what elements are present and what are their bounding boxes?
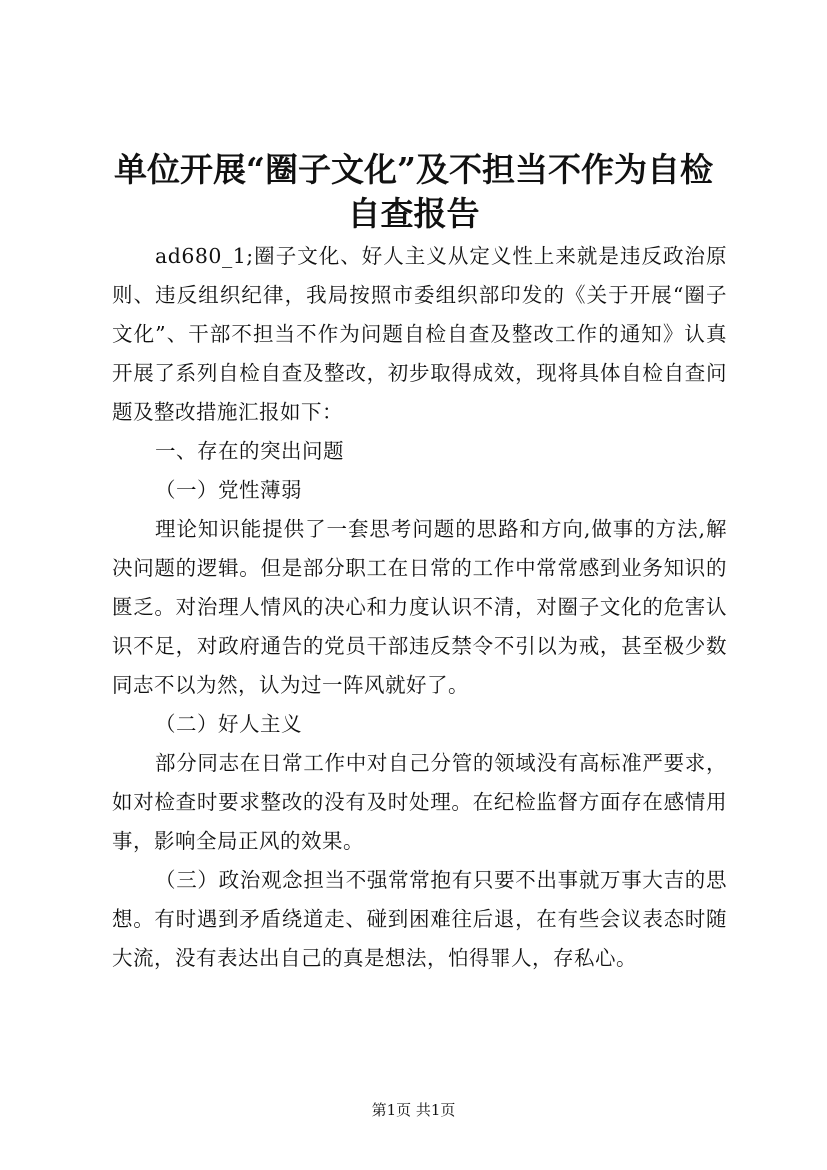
- subheading-party-spirit: （一）党性薄弱: [155, 478, 302, 502]
- document-body: [112, 237, 727, 978]
- subheading-nice-guy: （二）好人主义: [155, 712, 302, 736]
- paragraph-political-responsibility: （三）政治观念担当不强常常抱有只要不出事就万事大吉的思想。有时遇到矛盾绕道走、碰到困难往后退，在有些会议表态时随大流，没有表达出自己的真是想法，怕得罪人，存私心。: [112, 868, 727, 970]
- page-number-footer: 第1页 共1页: [371, 1101, 456, 1119]
- paragraph-nice-guy: 部分同志在日常工作中对自己分管的领域没有高标准严要求，如对检查时要求整改的没有及时处理。在纪检监督方面存在感情用事，影响全局正风的效果。: [112, 751, 727, 853]
- paragraph-party-spirit: 理论知识能提供了一套思考问题的思路和方向,做事的方法,解决问题的逻辑。但是部分职工在日常的工作中常常感到业务知识的匮乏。对治理人情风的决心和力度认识不清，对圈子文化的危害认识不足，对政府通告的党员干部违反禁令不引以为戒，甚至极少数同志不以为然，认为过一阵风就好了。: [112, 517, 727, 697]
- intro-paragraph: ad680_1;圈子文化、好人主义从定义性上来就是违反政治原则、违反组织纪律，我局按照市委组织部印发的《关于开展“圈子文化”、干部不担当不作为问题自检自查及整改工作的通知》认真开展了系列自检自查及整改，初步取得成效，现将具体自检自查问题及整改措施汇报如下：: [112, 244, 727, 424]
- document-title: 单位开展“圈子文化”及不担当不作为自检自查报告: [114, 150, 713, 233]
- section-heading-problems: 一、存在的突出问题: [155, 439, 344, 463]
